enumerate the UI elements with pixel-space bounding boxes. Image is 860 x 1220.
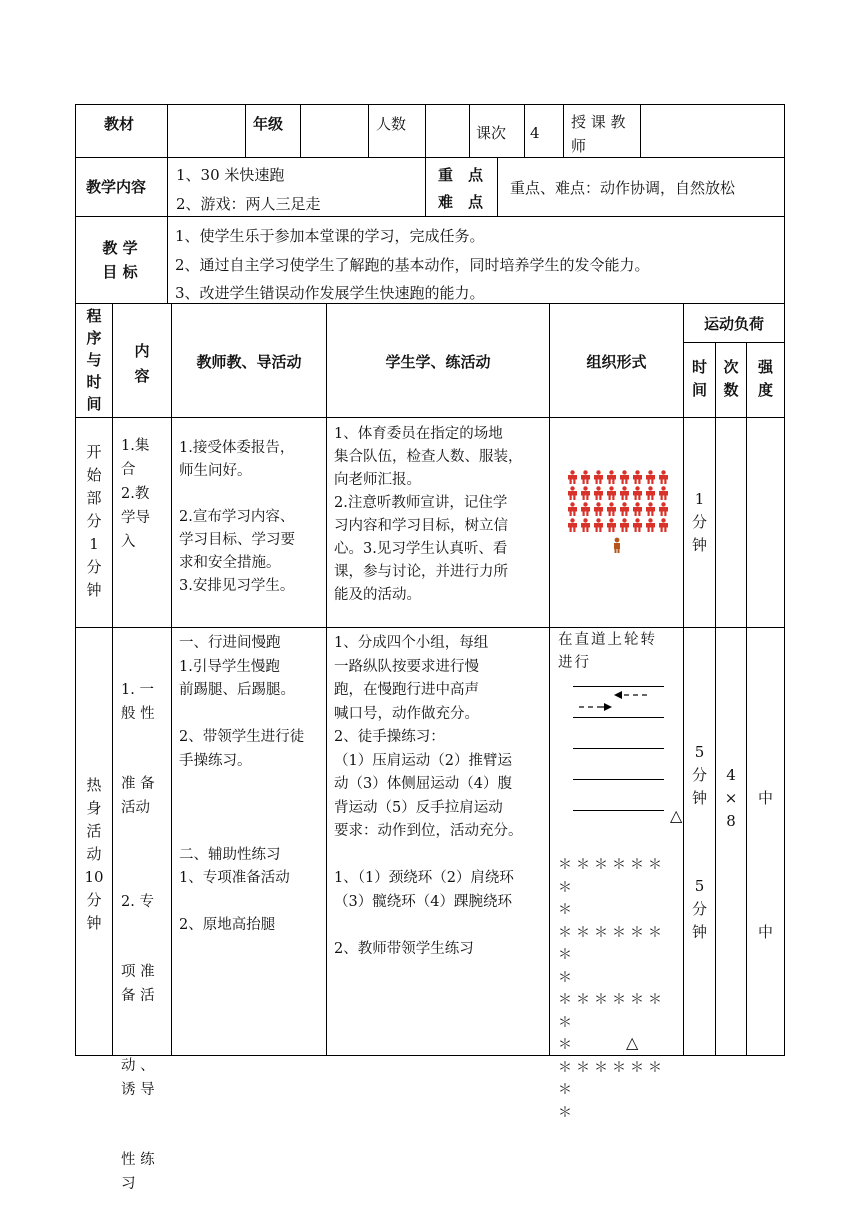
student-figure-icon <box>605 486 618 500</box>
start-procedure: 开 始 部 分 1 分 钟 <box>86 443 102 599</box>
lesson-no-label: 课次 <box>476 124 507 142</box>
student-figure-icon <box>566 518 579 532</box>
student-figure-icon <box>566 486 579 500</box>
time-header: 时 间 <box>691 358 707 399</box>
content-header: 内 容 <box>134 342 150 385</box>
student-figure-icon <box>605 470 618 484</box>
student-figure-icon <box>631 518 644 532</box>
teacher-triangle-2: △ <box>626 1033 639 1052</box>
arrow-right-icon <box>578 702 614 712</box>
goals-label-line2: 目 标 <box>102 263 138 281</box>
count-label: 人数 <box>376 115 407 133</box>
student-figure-icon <box>618 502 631 516</box>
star-formation: ＊＊＊＊＊＊＊ ＊ ＊＊＊＊＊＊＊ ＊ ＊＊＊＊＊＊＊ ＊ ＊＊＊＊＊＊＊ ＊ <box>558 857 666 1121</box>
content-row-label: 教学内容 <box>86 178 147 196</box>
procedure-header: 程 序 与 时 间 <box>86 307 102 413</box>
start-student-activity: 1、体育委员在指定的场地 集合队伍，检查人数、服装， 向老师汇报。 2.注意听教师宣讲，记住学 习内容和学习目标，树立信 心。3.见习学生认真听、看 课，参与讨论，并进行力所 能及的活动。 <box>334 426 523 603</box>
student-figure-icon <box>657 518 670 532</box>
teacher-label-line1: 授 课 教 <box>571 113 626 131</box>
student-figure-icon <box>592 502 605 516</box>
student-figure-icon <box>657 502 670 516</box>
student-figure-icon <box>566 470 579 484</box>
start-time: 1 分 钟 <box>691 490 707 554</box>
intensity-header: 强 度 <box>757 358 773 399</box>
student-figure-icon <box>644 470 657 484</box>
grade-label: 年级 <box>253 115 284 133</box>
warmup-student-activity: 1、分成四个小组，每组 一路纵队按要求进行慢 跑，在慢跑行进中高声 喊口号，动作做充分。 2、徒手操练习： （1）压肩运动（2）推臂运 动（3）体侧屈运动（4）腹 背运动（5）反手拉肩运动 要求：动作到位，活动充分。 1、（1）颈绕环（2）肩绕环 （3）髋绕环（4）踝腕绕环 2、教师带领学生练习 <box>334 635 523 957</box>
student-figure-icon <box>579 470 592 484</box>
student-figure-icon <box>592 470 605 484</box>
teacher-label-line2: 师 <box>571 137 587 155</box>
student-figure-icon <box>592 486 605 500</box>
student-figure-icon <box>644 486 657 500</box>
key-text: 重点、难点：动作协调，自然放松 <box>510 179 736 197</box>
student-figure-icon <box>631 486 644 500</box>
student-figure-icon <box>631 502 644 516</box>
load-header: 运动负荷 <box>703 315 764 333</box>
student-figure-icon <box>618 486 631 500</box>
student-figure-icon <box>644 518 657 532</box>
key-label-1: 重 点 <box>438 166 484 184</box>
warmup-time-2: 5 分 钟 <box>691 877 707 941</box>
lesson-no-value: 4 <box>530 124 540 142</box>
student-figure-icon <box>592 518 605 532</box>
student-figure-icon <box>579 502 592 516</box>
warmup-teacher-activity: 一、行进间慢跑 1.引导学生慢跑 前踢腿、后踢腿。 2、带领学生进行徒 手操练习。 二、辅助性练习 1、专项准备活动 2、原地高抬腿 <box>179 635 305 933</box>
teacher-triangle-1: △ <box>670 806 683 825</box>
goals-label-line1: 教 学 <box>102 239 138 257</box>
warmup-content: 1. 一 般 性 准 备 活动 2. 专 项 准 备 活 动 、 诱 导 性 练 习 <box>121 682 155 1192</box>
teacher-activity-header: 教师教、导活动 <box>196 353 302 371</box>
organization-header: 组织形式 <box>586 353 647 371</box>
student-activity-header: 学生学、练活动 <box>385 353 491 371</box>
goals-label <box>90 236 150 284</box>
student-figure-icon <box>579 486 592 500</box>
warmup-times: 4 × 8 <box>724 766 738 830</box>
warmup-intensity-2: 中 <box>757 923 773 941</box>
goal-item-2: 2、通过自主学习使学生了解跑的基本动作，同时培养学生的发令能力。 <box>175 256 650 274</box>
material-label: 教材 <box>104 115 135 133</box>
student-figure-icon <box>631 470 644 484</box>
start-content: 1.集 合 2.教 学导 入 <box>121 438 150 550</box>
goal-item-1: 1、使学生乐于参加本堂课的学习，完成任务。 <box>175 227 485 245</box>
student-figure-icon <box>618 518 631 532</box>
warmup-time-1: 5 分 钟 <box>691 743 707 807</box>
student-figure-icon <box>657 470 670 484</box>
arrow-left-icon <box>614 690 650 700</box>
teacher-label <box>571 110 626 158</box>
warmup-procedure: 热 身 活 动 10 分 钟 <box>84 776 104 932</box>
warmup-intensity-1: 中 <box>757 789 773 807</box>
org-lane-text: 在直道上轮转 进行 <box>558 632 657 671</box>
student-figure-icon <box>618 470 631 484</box>
student-figure-icon <box>579 518 592 532</box>
student-figure-icon <box>644 502 657 516</box>
key-label-2: 难 点 <box>438 193 484 211</box>
student-figure-icon <box>605 518 618 532</box>
goal-item-3: 3、改进学生错误动作发展学生快速跑的能力。 <box>175 284 485 302</box>
content-item-1: 1、30 米快速跑 <box>176 166 285 184</box>
content-item-2: 2、游戏：两人三足走 <box>176 195 321 213</box>
student-figure-icon <box>657 486 670 500</box>
student-figure-icon <box>566 502 579 516</box>
student-figure-icon <box>605 502 618 516</box>
times-header: 次 数 <box>723 358 739 399</box>
start-teacher-activity: 1.接受体委报告， 师生问好。 2.宣布学习内容、 学习目标、学习要 求和安全措施。 3.安排见习学生。 <box>179 440 295 594</box>
teacher-figure-icon <box>611 537 623 553</box>
